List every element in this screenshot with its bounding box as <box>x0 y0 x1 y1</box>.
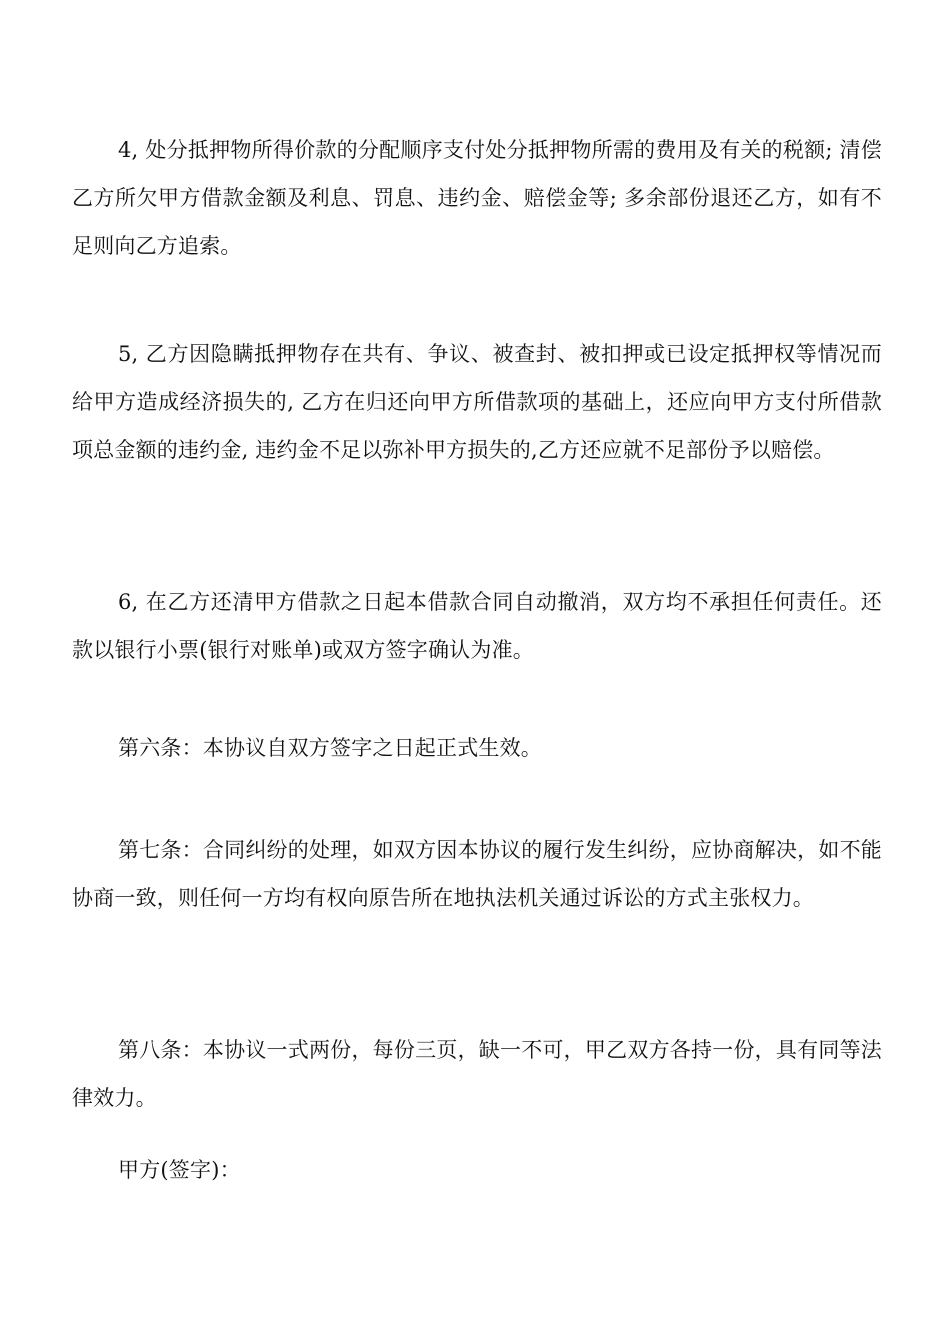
clause-5-paragraph: 5, 乙方因隐瞒抵押物存在共有、争议、被查封、被扣押或已设定抵押权等情况而给甲方造成经济损失的, 乙方在归还向甲方所借款项的基础上，还应向甲方支付所借款项总金额的违约金, 违约金不足以弥补甲方损失的,乙方还应就不足部份予以赔偿。 <box>72 342 882 462</box>
article-7-paragraph: 第七条：合同纠纷的处理，如双方因本协议的履行发生纠纷，应协商解决，如不能协商一致，则任何一方均有权向原告所在地执法机关通过诉讼的方式主张权力。 <box>72 838 882 910</box>
party-a-signature-label: 甲方(签字)： <box>118 1158 241 1182</box>
article-6-paragraph: 第六条：本协议自双方签字之日起正式生效。 <box>118 736 542 760</box>
article-8-paragraph: 第八条：本协议一式两份，每份三页，缺一不可，甲乙双方各持一份，具有同等法律效力。 <box>72 1038 882 1110</box>
clause-4-paragraph: 4, 处分抵押物所得价款的分配顺序支付处分抵押物所需的费用及有关的税额; 清偿乙方所欠甲方借款金额及利息、罚息、违约金、赔偿金等; 多余部份退还乙方，如有不足则向乙方追索。 <box>72 138 882 258</box>
clause-6-paragraph: 6, 在乙方还清甲方借款之日起本借款合同自动撤消，双方均不承担任何责任。还款以银行小票(银行对账单)或双方签字确认为准。 <box>72 590 882 662</box>
